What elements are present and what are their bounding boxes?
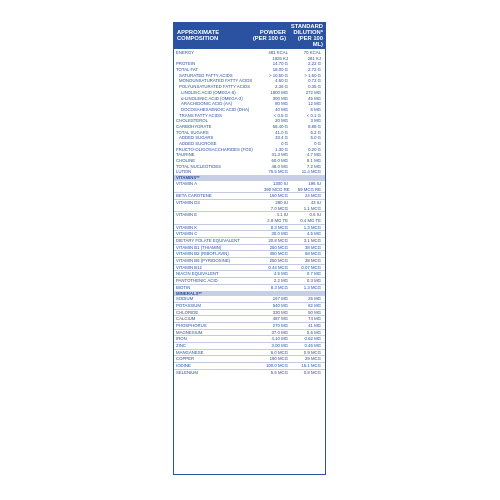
powder-value: 390 MCG RE (264, 186, 290, 192)
table-row (174, 322, 325, 329)
powder-value: 20.8 MCG (268, 238, 288, 243)
dilution-value: 68 MCG (305, 251, 321, 257)
table-row (174, 349, 325, 356)
dilution-value: 196 IU (308, 180, 321, 186)
table-row (174, 244, 325, 251)
powder-value: 1300 IU (272, 180, 288, 186)
dilution-value: 11.4 MCG (301, 169, 321, 175)
powder-value: 1925 KJ (272, 55, 288, 61)
dilution-value: 15.1 MCG (301, 363, 321, 369)
table-row (174, 257, 325, 264)
powder-value: 100.0 MCG (266, 363, 288, 369)
dilution-value: 7.2 MG (306, 163, 321, 169)
powder-value: 40 MG (275, 106, 288, 112)
header-dilution-line1: STANDARD (290, 24, 323, 30)
table-row (174, 302, 325, 309)
dilution-value: 0.45 MG (304, 343, 321, 348)
header-powder-line2: (PER 100 G) (252, 36, 286, 42)
powder-value: 4.1 IU (276, 212, 288, 218)
powder-value: 41.0 G (275, 129, 288, 135)
dilution-value: 0.4 MG TE (300, 217, 321, 223)
table-row (174, 315, 325, 322)
dilution-value: 0.7 MG (306, 271, 321, 277)
table-row (174, 218, 325, 224)
table-row (174, 362, 325, 369)
powder-value: 481 KCAL (268, 50, 288, 55)
table-row (174, 192, 325, 199)
dilution-value: 1.3 MCG (303, 224, 321, 230)
table-row (174, 335, 325, 342)
dilution-value: 0.62 MG (304, 336, 321, 342)
powder-value: 0.44 MCG (268, 264, 288, 270)
nutrient-label: LUTEIN (176, 169, 192, 175)
nutrient-label: IODINE (176, 363, 191, 369)
header-dilution-line3: (PER 100 ML) (297, 36, 323, 48)
nutrient-label: CHOLINE (176, 158, 196, 164)
dilution-value: 0.9 MCG (303, 349, 321, 355)
header-composition-line1: APPROXIMATE (177, 30, 220, 36)
nutrient-label: MANGANESE (176, 349, 204, 355)
powder-value: 270 MG (272, 322, 288, 328)
nutrient-label: CHLORIDE (176, 309, 199, 315)
powder-value: 4.10 MG (271, 336, 288, 342)
powder-value: 5.6 MCG (270, 369, 288, 375)
nutrient-label: α-LINOLENIC ACID (OMEGA-3) (181, 95, 243, 101)
powder-value: 167 MG (272, 296, 288, 302)
nutrient-label: ENERGY (176, 50, 195, 55)
dilution-value: 38 MCG (305, 258, 321, 264)
nutrient-label: VITAMIN B6 (PYRIDOXINE) (176, 258, 231, 264)
nutrient-label (174, 218, 264, 224)
powder-value: 4.5 MG (273, 271, 288, 277)
powder-value: 4.60 G (275, 78, 288, 84)
dilution-value: 1.3 MCG (303, 284, 321, 290)
table-row (174, 277, 325, 284)
header-dilution (286, 24, 323, 48)
header-composition-line2: COMPOSITION (177, 36, 219, 42)
dilution-value: 12 MG (308, 101, 321, 107)
powder-value: 37.0 MG (271, 329, 288, 335)
powder-value: 30.0 MG (271, 231, 288, 237)
dilution-value: 5.0 G (310, 135, 321, 141)
nutrition-table (173, 22, 326, 475)
nutrient-label: PANTOTHENIC ACID (176, 278, 218, 284)
nutrient-label: BETA CAROTENE (176, 193, 212, 199)
table-body (174, 50, 325, 473)
nutrient-label: VITAMIN E (176, 212, 198, 218)
nutrient-label: FRUCTO-OLIGOSACCHARIDES (FOS) (176, 146, 253, 152)
nutrient-label: VITAMIN D3 (176, 199, 200, 205)
dilution-value: 82 MG (308, 302, 321, 308)
table-row (174, 355, 325, 362)
powder-value: 7.0 MCG (270, 205, 288, 211)
nutrient-label: LINOLEIC ACID (OMEGA-6) (181, 89, 236, 95)
nutrient-label: IRON (176, 336, 187, 342)
powder-value: 14.70 G (272, 61, 288, 67)
nutrient-label: MAGNESIUM (176, 329, 203, 335)
nutrient-label: TRANS FATTY ACIDS (179, 112, 222, 118)
nutrient-label: VITAMIN C (176, 231, 198, 237)
powder-value: 31.3 MG (271, 152, 288, 158)
dilution-value: 2.22 G (308, 61, 321, 67)
powder-value: 8.3 MCG (270, 284, 288, 290)
powder-value: 2.2 MG (273, 278, 288, 284)
nutrient-label: CARBOHYDRATE (176, 123, 212, 129)
powder-value: 540 MG (272, 302, 288, 308)
dilution-value: 2.72 G (308, 67, 321, 73)
dilution-value: < 0.1 G (306, 112, 321, 118)
nutrient-label: POTASSIUM (176, 302, 201, 308)
dilution-value: 4.7 MG (306, 152, 321, 158)
powder-value: 2.8 MG TE (267, 217, 288, 223)
nutrient-label: COPPER (176, 356, 195, 362)
nutrient-label: SODIUM (176, 296, 194, 302)
table-row (174, 309, 325, 316)
nutrient-label: VITAMIN K (176, 224, 198, 230)
dilution-value: 70 KCAL (303, 50, 321, 55)
powder-value: 18.00 G (272, 67, 288, 73)
dilution-value: > 1.60 G (304, 72, 321, 78)
header-powder (248, 30, 286, 42)
table-header (174, 23, 325, 49)
table-row (174, 199, 325, 206)
nutrient-label: CHOLESTEROL (176, 118, 208, 124)
nutrient-label: VITAMIN B2 (RIBOFLAVIN) (176, 251, 229, 257)
dilution-value: 24 MCG (305, 193, 321, 199)
table-row (174, 284, 325, 291)
table-row (174, 264, 325, 271)
nutrient-label: VITAMIN B1 (THIAMIN) (176, 244, 222, 250)
table-row (174, 206, 325, 212)
section-title: VITAMINS** (176, 175, 200, 181)
dilution-value: 59 MCG RE (297, 186, 321, 192)
table-row (174, 250, 325, 257)
powder-value: 160 MCG (269, 193, 288, 199)
powder-value: 48.0 MG (271, 163, 288, 169)
powder-value: 6.0 MCG (270, 349, 288, 355)
powder-value: < 0.5 G (273, 112, 288, 118)
header-dilution-line2: DILUTION* (293, 30, 323, 36)
dilution-value: 3 MG (310, 118, 321, 124)
dilution-value: 50 MG (308, 309, 321, 315)
nutrient-label: ADDED SUGARS (179, 135, 214, 141)
dilution-value: 29 MCG (305, 356, 321, 362)
dilution-value: 281 KJ (307, 55, 321, 61)
header-composition (177, 30, 247, 42)
table-row (174, 187, 325, 193)
nutrient-label: CALCIUM (176, 316, 196, 322)
nutrient-label: DOCOSAHEXAENOIC ACID (DHA) (181, 106, 250, 112)
nutrient-label (174, 187, 264, 193)
powder-value: 8.3 MCG (270, 224, 288, 230)
nutrient-label: ZINC (176, 343, 187, 348)
dilution-value: 6 MG (310, 106, 321, 112)
powder-value: 330 MG (272, 309, 288, 315)
dilution-value: 6.2 G (310, 129, 321, 135)
dilution-value: 0.72 G (308, 78, 321, 84)
dilution-value: 4.5 MG (306, 231, 321, 237)
dilution-value: 8.88 G (308, 123, 321, 129)
dilution-value: 0.3 MG (306, 278, 321, 284)
powder-value: 300 MG (272, 95, 288, 101)
dilution-value: 1.1 MCG (303, 205, 321, 211)
powder-value: 450 MCG (269, 251, 288, 257)
table-row (174, 342, 325, 349)
nutrient-label (174, 206, 264, 212)
nutrient-label: NIACIN EQUIVALENT (176, 271, 219, 277)
dilution-value: 9.1 MG (306, 158, 321, 164)
powder-value: 250 MCG (269, 258, 288, 264)
dilution-value: 41 MG (308, 322, 321, 328)
nutrient-label: PROTEIN (176, 61, 196, 67)
nutrient-label: TOTAL NUCLEOTIDES (176, 163, 222, 169)
nutrient-label: VITAMIN B12 (176, 264, 202, 270)
nutrient-label: PHOSPHORUS (176, 322, 207, 328)
nutrient-label: TOTAL FAT (176, 67, 199, 73)
table-row (174, 211, 325, 218)
powder-value: 0 G (281, 141, 288, 146)
table-row (174, 230, 325, 237)
powder-value: 33.4 G (275, 135, 288, 141)
table-row (174, 224, 325, 231)
nutrient-label: TAURINE (176, 152, 195, 158)
nutrient-label: DIETARY FOLATE EQUIVALENT (176, 238, 240, 243)
nutrient-label: VITAMIN A (176, 180, 197, 186)
powder-value: 190 MCG (269, 356, 288, 362)
table-row (174, 296, 325, 302)
header-powder-line1: POWDER (259, 30, 286, 36)
dilution-value: 0.6 IU (309, 212, 321, 218)
dilution-value: 74 MG (308, 316, 321, 322)
powder-value: 1.30 G (275, 146, 288, 152)
dilution-value: 272 MG (305, 89, 321, 95)
powder-value: 75.5 MCG (268, 169, 288, 175)
powder-value: 80 MG (275, 101, 288, 107)
powder-value: 2.36 G (275, 84, 288, 90)
dilution-value: 0 G (314, 141, 321, 146)
section-title: MINERALS** (176, 290, 202, 296)
dilution-value: 0.8 MCG (303, 369, 321, 375)
table-row (174, 237, 325, 244)
table-row (174, 329, 325, 336)
table-row (174, 369, 325, 376)
dilution-value: 38 MCG (305, 244, 321, 250)
nutrient-label: ADDED SUCROSE (179, 141, 217, 146)
dilution-value: 25 MG (308, 296, 321, 302)
dilution-value: 3.1 MCG (303, 238, 321, 243)
table-row (174, 270, 325, 277)
nutrient-label: SATURATED FATTY ACIDS (179, 72, 233, 78)
nutrient-label: MONOUNSATURATED FATTY ACIDS (179, 78, 253, 84)
dilution-value: 0.20 G (308, 146, 321, 152)
dilution-value: 5.6 MG (306, 329, 321, 335)
nutrient-label: ARACHIDONIC ACID (AA) (181, 101, 233, 107)
dilution-value: 0.07 MCG (301, 264, 321, 270)
nutrient-label: BIOTIN (176, 284, 191, 290)
powder-value: 487 MG (272, 316, 288, 322)
powder-value: 3.00 MG (271, 343, 288, 348)
dilution-value: 43 IU (310, 199, 321, 205)
powder-value: 250 MCG (269, 244, 288, 250)
nutrient-label: POLYUNSATURATED FATTY ACIDS (179, 84, 250, 90)
powder-value: 58.40 G (272, 123, 288, 129)
nutrient-label: TOTAL SUGARS (176, 129, 209, 135)
dilution-value: 0.35 G (308, 84, 321, 90)
powder-value: 1800 MG (270, 89, 288, 95)
powder-value: 60.0 MG (271, 158, 288, 164)
powder-value: 20 MG (275, 118, 288, 124)
nutrient-label: SELENIUM (176, 369, 198, 375)
powder-value: > 10.50 G (269, 72, 288, 78)
powder-value: 280 IU (275, 199, 288, 205)
dilution-value: 45 MG (308, 95, 321, 101)
